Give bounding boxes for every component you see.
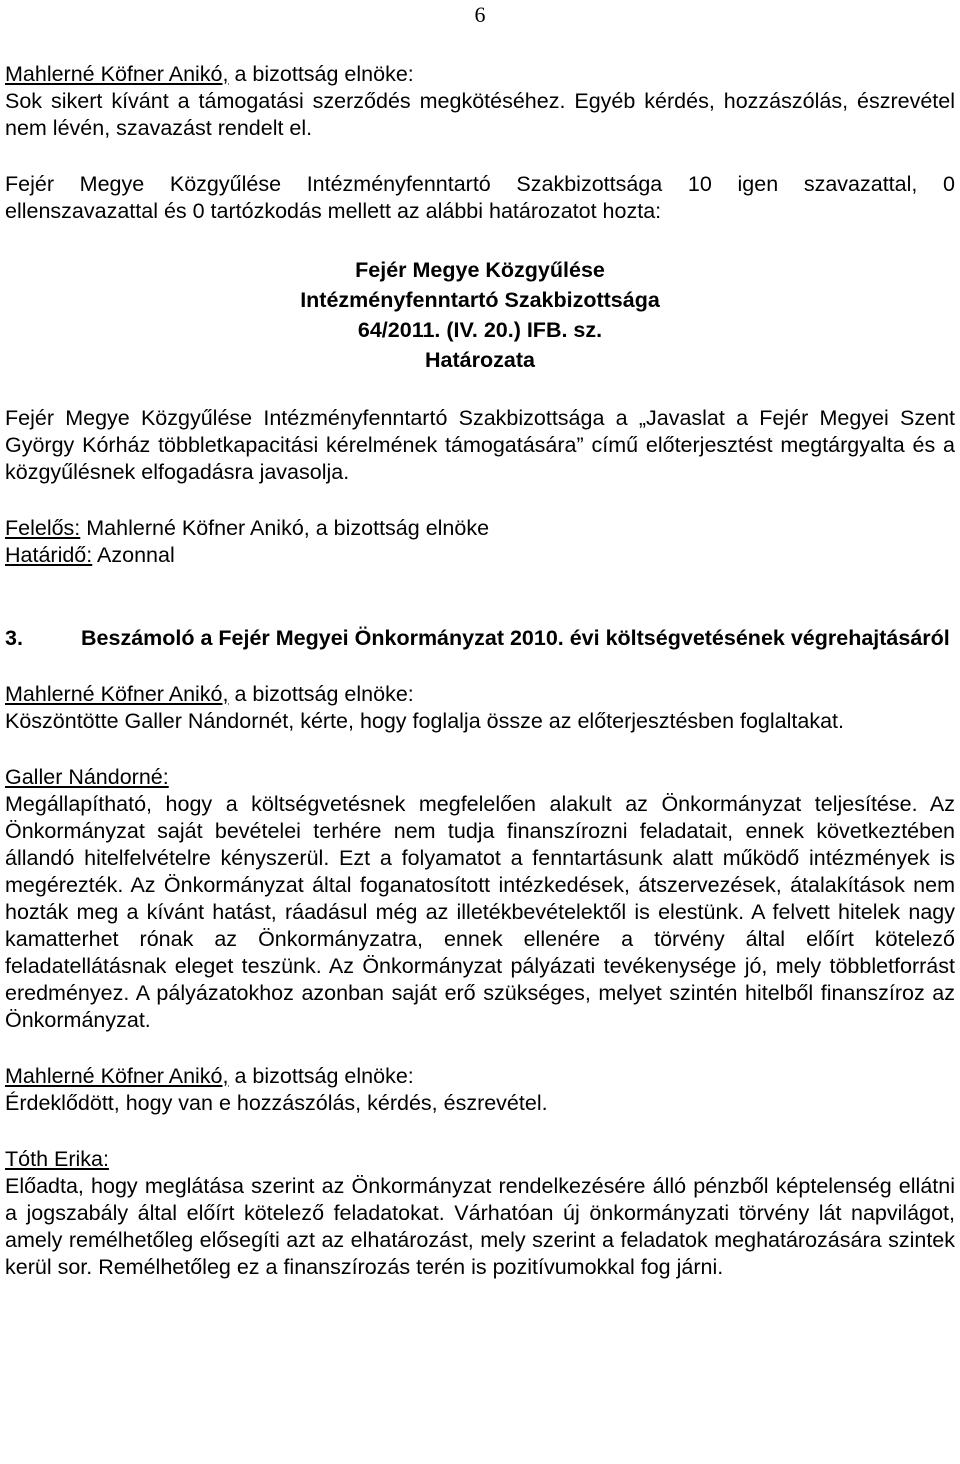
speaker-role: a bizottság elnöke: xyxy=(228,1064,414,1088)
speaker-name: Tóth Erika: xyxy=(5,1147,109,1171)
deadline-line xyxy=(5,542,955,569)
toth-statement: Előadta, hogy meglátása szerint az Önkormányzat rendelkezésére álló pénzből képtelenség ellátni a jogszabály által előírt kötelező feladatokat. Várhatóan új önkormányzati törvény lát napvilágot, amely remélhetőleg elősegíti azt az elhatározást, mely szerint a feladatok meghatározására szintek kerül sor. Remélhetőleg ez a finanszírozás terén is pozitívumokkal fog járni. xyxy=(5,1174,955,1279)
speaker-name: Mahlerné Köfner Anikó, xyxy=(5,1064,229,1088)
speaker-name: Mahlerné Köfner Anikó, xyxy=(5,682,229,706)
speaker-name: Galler Nándorné: xyxy=(5,765,169,789)
agenda-item-heading xyxy=(5,625,955,652)
resolution-body-name: Fejér Megye Közgyűlése xyxy=(355,258,605,282)
page-number: 6 xyxy=(474,2,486,27)
responsible-value: Mahlerné Köfner Anikó, a bizottság elnöke xyxy=(80,516,490,540)
deadline-label: Határidő: xyxy=(5,543,93,567)
document-body xyxy=(5,61,955,1281)
resolution-number: 64/2011. (IV. 20.) IFB. sz. xyxy=(357,318,603,342)
resolution-committee-name: Intézményfenntartó Szakbizottsága xyxy=(300,288,660,312)
deadline-value: Azonnal xyxy=(92,543,175,567)
speaker-heading-chair-2 xyxy=(5,681,955,708)
chair-statement-3: Érdeklődött, hogy van e hozzászólás, kérdés, észrevétel. xyxy=(5,1091,548,1115)
chair-statement-2: Köszöntötte Galler Nándornét, kérte, hogy foglalja össze az előterjesztésben foglaltakat. xyxy=(5,709,844,733)
speaker-heading-toth xyxy=(5,1146,955,1173)
galler-statement: Megállapítható, hogy a költségvetésnek megfelelően alakult az Önkormányzat teljesítése. Az Önkormányzat saját bevételei terhére nem tudja finanszírozni feladatait, ennek következtében állandó hitelfelvételre kényszerül. Ezt a folyamatot a fenntartásunk alatt működő intézmények is megérezték. Az Önkormányzat által foganatosított intézkedések, átszervezések, átalakítások nem hozták meg a kívánt hatást, ráadásul még az illetékbevételektől is elestünk. A felvett hitelek nagy kamatterhet rónak az Önkormányzatra, ennek ellenére a törvény által előírt kötelező feladatellátásnak eleget teszünk. Az Önkormányzat pályázati tevékenysége jó, mely többletforrást eredményez. A pályázatokhoz azonban saját erő szükséges, melyet szintén hitelből finanszíroz az Önkormányzat. xyxy=(5,792,955,1032)
speaker-heading-chair-3 xyxy=(5,1063,955,1090)
speaker-heading-chair-1 xyxy=(5,61,955,88)
responsible-line xyxy=(5,515,955,542)
responsible-label: Felelős: xyxy=(5,516,81,540)
resolution-text: Fejér Megye Közgyűlése Intézményfenntartó Szakbizottsága a „Javaslat a Fejér Megyei Szent György Kórház többletkapacitási kérelmének támogatására” című előterjesztést megtárgyalta és a közgyűlésnek elfogadásra javasolja. xyxy=(5,406,955,484)
speaker-role: a bizottság elnöke: xyxy=(228,62,414,86)
speaker-heading-galler xyxy=(5,764,955,791)
agenda-item-number: 3. xyxy=(5,626,23,650)
chair-statement-1: Sok sikert kívánt a támogatási szerződés megkötéséhez. Egyéb kérdés, hozzászólás, észrevétel nem lévén, szavazást rendelt el. xyxy=(5,89,955,140)
speaker-name: Mahlerné Köfner Anikó, xyxy=(5,62,229,86)
speaker-role: a bizottság elnöke: xyxy=(228,682,414,706)
agenda-item-title: Beszámoló a Fejér Megyei Önkormányzat 2010. évi költségvetésének végrehajtásáról xyxy=(81,626,950,650)
resolution-heading: Határozata xyxy=(425,348,535,372)
vote-result-paragraph: Fejér Megye Közgyűlése Intézményfenntartó Szakbizottsága 10 igen szavazattal, 0 ellenszavazattal és 0 tartózkodás mellett az alábbi határozatot hozta: xyxy=(5,172,955,223)
